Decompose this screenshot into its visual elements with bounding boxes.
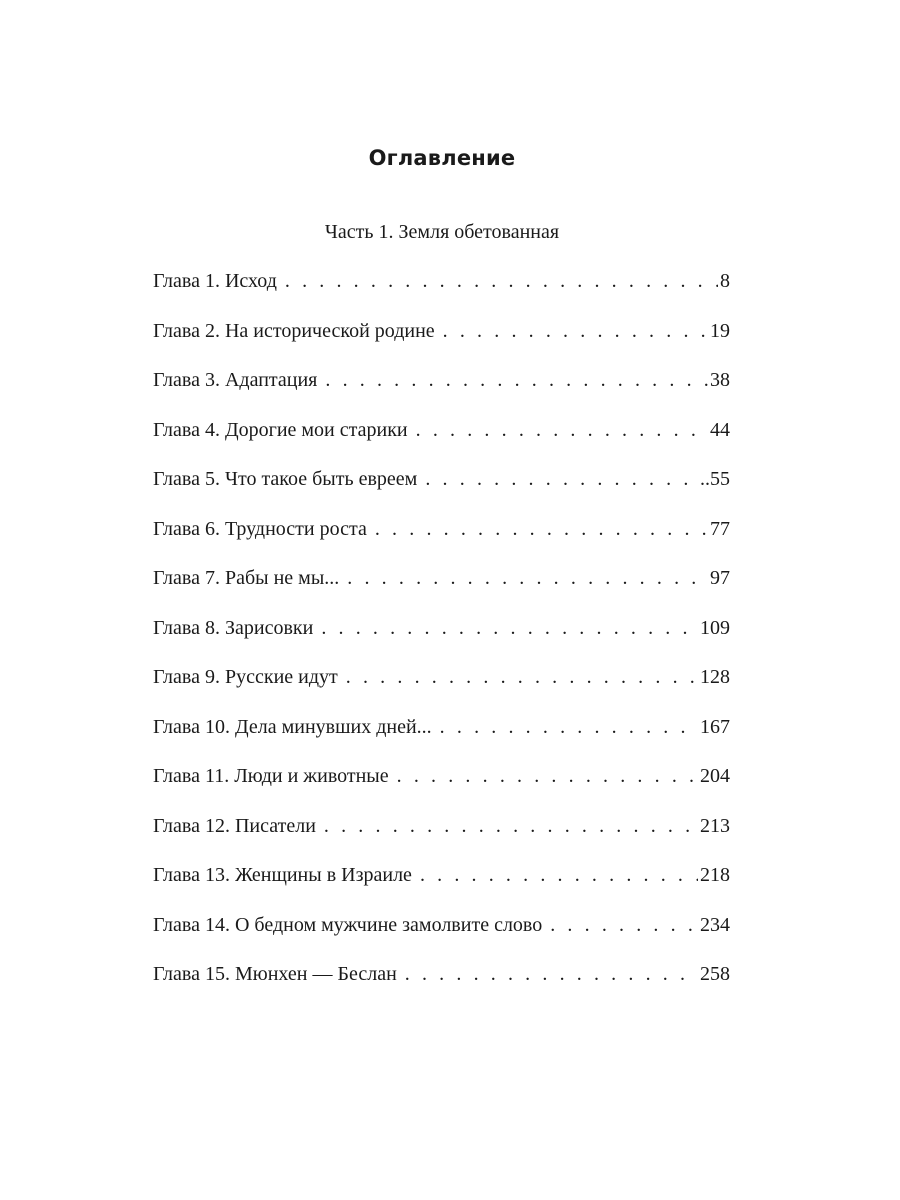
toc-entry-page: 8 <box>720 270 730 292</box>
toc-entry-label: Глава 11. Люди и животные <box>153 765 389 787</box>
toc-entry-label: Глава 7. Рабы не мы... <box>153 567 340 589</box>
toc-entry-page: 167 <box>700 715 730 738</box>
toc-entry-label: Глава 15. Мюнхен — Беслан <box>153 963 397 985</box>
toc-entry-6 <box>153 513 730 563</box>
toc-entry-label: Глава 9. Русские идут <box>153 666 338 688</box>
toc-entry-10 <box>153 711 730 761</box>
toc-leader-dots <box>405 958 698 990</box>
toc-entry-page: 38 <box>710 369 730 391</box>
toc-entry-4 <box>153 414 730 464</box>
toc-leader-dots <box>346 661 698 693</box>
toc-title: Оглавление <box>368 146 516 170</box>
toc-leader-dots <box>440 711 698 743</box>
toc-entry-page: 234 <box>700 913 730 936</box>
toc-entry-label: Глава 4. Дорогие мои старики <box>153 418 408 441</box>
toc-leader-dots <box>321 612 698 644</box>
toc-entry-9 <box>153 661 730 711</box>
toc-entry-15 <box>153 958 730 1008</box>
toc-leader-dots <box>375 513 708 545</box>
toc-entry-page: 258 <box>700 963 730 985</box>
toc-entry-label: Глава 13. Женщины в Израиле <box>153 864 412 886</box>
toc-leader-dots <box>285 265 718 297</box>
toc-leader-dots <box>425 463 698 495</box>
toc-entry-page: 77 <box>710 517 730 540</box>
toc-entry-3 <box>153 364 730 414</box>
toc-entry-label: Глава 14. О бедном мужчине замолвите слово <box>153 913 543 936</box>
toc-list <box>153 265 730 1008</box>
toc-entry-label: Глава 3. Адаптация <box>153 369 318 391</box>
toc-leader-dots <box>550 909 698 941</box>
toc-entry-13 <box>153 859 730 909</box>
toc-entry-label: Глава 12. Писатели <box>153 814 316 837</box>
toc-entry-page: 109 <box>700 616 730 639</box>
toc-entry-label: Глава 2. На исторической родине <box>153 319 435 342</box>
toc-leader-dots <box>420 859 698 891</box>
toc-entry-2 <box>153 315 730 365</box>
toc-entry-7 <box>153 562 730 612</box>
toc-leader-dots <box>325 364 708 396</box>
part-title: Часть 1. Земля обетованная <box>324 221 560 243</box>
toc-entry-page: 44 <box>710 418 730 441</box>
toc-entry-page: ..55 <box>700 468 730 490</box>
toc-entry-14 <box>153 909 730 959</box>
toc-entry-page: 204 <box>700 765 730 787</box>
toc-leader-dots <box>324 810 698 842</box>
toc-entry-label: Глава 1. Исход <box>153 270 277 292</box>
toc-entry-label: Глава 8. Зарисовки <box>153 616 314 639</box>
toc-entry-page: 218 <box>700 864 730 886</box>
toc-entry-12 <box>153 810 730 860</box>
toc-leader-dots <box>443 315 708 347</box>
toc-entry-8 <box>153 612 730 662</box>
toc-entry-label: Глава 5. Что такое быть евреем <box>153 468 418 490</box>
toc-leader-dots <box>347 562 708 594</box>
toc-entry-5 <box>153 463 730 513</box>
toc-entry-label: Глава 6. Трудности роста <box>153 517 367 540</box>
toc-leader-dots <box>397 760 698 792</box>
toc-entry-11 <box>153 760 730 810</box>
toc-entry-label: Глава 10. Дела минувших дней... <box>153 715 432 738</box>
toc-entry-page: 213 <box>700 814 730 837</box>
toc-entry-page: 19 <box>710 319 730 342</box>
toc-entry-page: 97 <box>710 567 730 589</box>
toc-leader-dots <box>416 414 708 446</box>
toc-entry-1 <box>153 265 730 315</box>
toc-entry-page: 128 <box>700 666 730 688</box>
